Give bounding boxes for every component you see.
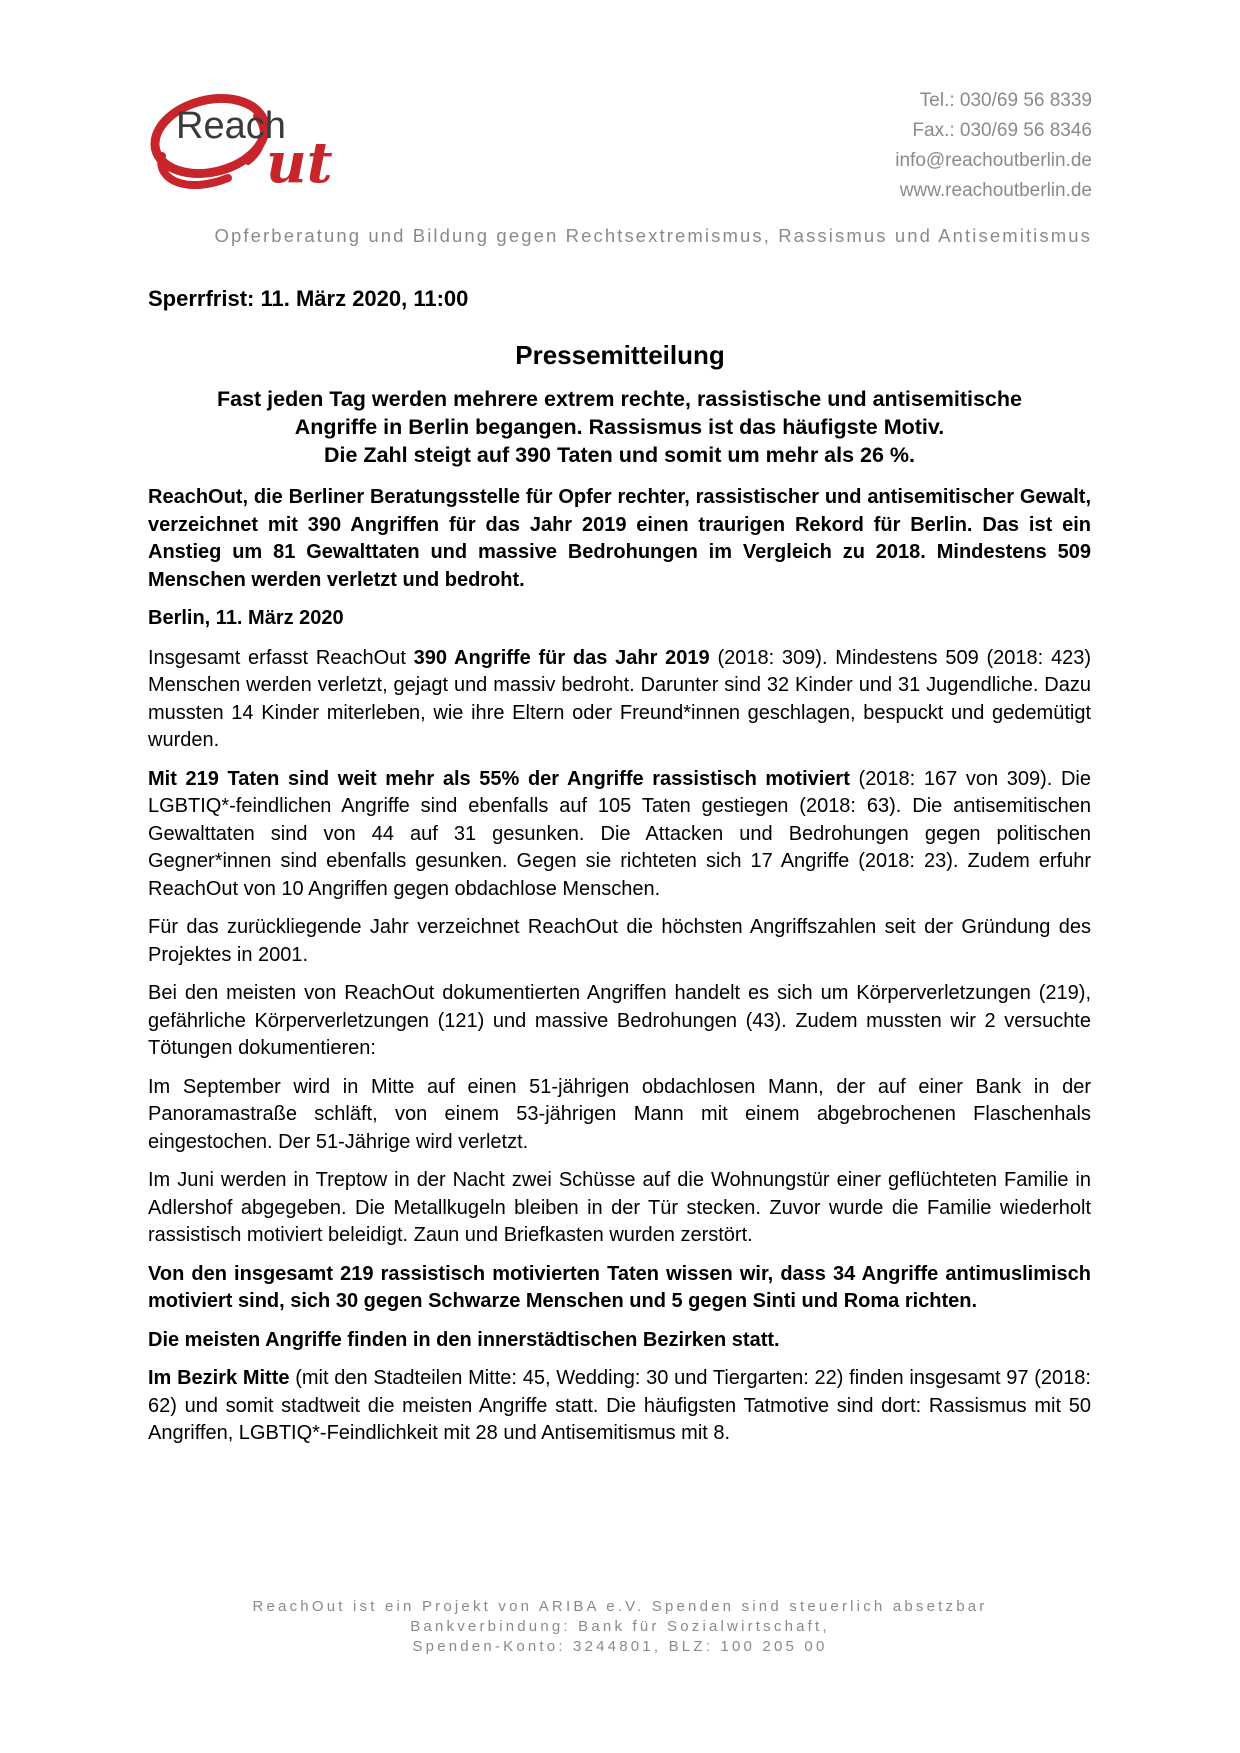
paragraph: Im Juni werden in Treptow in der Nacht zwei Schüsse auf die Wohnungstür einer geflüchteten Familie in Adlershof abgegeben. Die Metallkugeln bleiben in der Tür stecken. Zuvor wurde die Familie wiederholt rassistisch motiviert beleidigt. Zaun und Briefkasten wurden zerstört. bbox=[148, 1169, 1091, 1246]
footer-line: Spenden-Konto: 3244801, BLZ: 100 205 00 bbox=[412, 1638, 828, 1655]
phone-number: Tel.: 030/69 56 8339 bbox=[919, 90, 1092, 111]
organization-tagline: Opferberatung und Bildung gegen Rechtsextremismus, Rassismus und Antisemitismus bbox=[214, 225, 1092, 246]
paragraph: Insgesamt erfasst ReachOut 390 Angriffe für das Jahr 2019 (2018: 309). Mindestens 509 (2018: 423) Menschen werden verletzt, gejagt und massiv bedroht. Darunter sind 32 Kinder und 31 Jugendliche. Dazu mussten 14 Kinder miterleben, wie ihre Eltern oder Freund*innen geschlagen, bespuckt und gedemütigt wurden. bbox=[148, 646, 1091, 751]
dateline: Berlin, 11. März 2020 bbox=[148, 607, 344, 629]
logo-out-text: ut bbox=[266, 130, 333, 196]
paragraph: Im September wird in Mitte auf einen 51-jährigen obdachlosen Mann, der auf einer Bank in der Panoramastraße schläft, von einem 53-jährigen Mann mit einem abgebrochenen Flaschenhals eingestochen. Der 51-Jährige wird verletzt. bbox=[148, 1075, 1091, 1153]
footer-line: ReachOut ist ein Projekt von ARIBA e.V. Spenden sind steuerlich absetzbar bbox=[252, 1598, 988, 1615]
website-link[interactable]: www.reachoutberlin.de bbox=[899, 180, 1092, 201]
headline-line: Fast jeden Tag werden mehrere extrem rechte, rassistische und antisemitische bbox=[217, 387, 1022, 411]
embargo-notice: Sperrfrist: 11. März 2020, 11:00 bbox=[148, 286, 469, 311]
logo-reach-text: Reach bbox=[176, 105, 286, 147]
headline-line: Angriffe in Berlin begangen. Rassismus ist das häufigste Motiv. bbox=[294, 415, 945, 439]
section-heading: Die meisten Angriffe finden in den innerstädtischen Bezirken statt. bbox=[148, 1328, 780, 1351]
footer bbox=[0, 1597, 1240, 1657]
contact-block bbox=[895, 86, 1092, 206]
headline bbox=[148, 385, 1091, 469]
document-title: Pressemitteilung bbox=[515, 340, 725, 370]
email-link[interactable]: info@reachoutberlin.de bbox=[895, 150, 1092, 171]
paragraph: Für das zurückliegende Jahr verzeichnet ReachOut die höchsten Angriffszahlen seit der Gründung des Projektes in 2001. bbox=[148, 916, 1091, 966]
headline-line: Die Zahl steigt auf 390 Taten und somit um mehr als 26 %. bbox=[324, 443, 915, 467]
paragraph: Im Bezirk Mitte (mit den Stadteilen Mitte: 45, Wedding: 30 und Tiergarten: 22) finden insgesamt 97 (2018: 62) und somit stadtweit die meisten Angriffe statt. Die häufigsten Tatmotive sind dort: Rassismus mit 50 Angriffen, LGBTIQ*-Feindlichkeit mit 28 und Antisemitismus mit 8. bbox=[148, 1367, 1091, 1444]
footer-line: Bankverbindung: Bank für Sozialwirtschaft, bbox=[410, 1618, 830, 1635]
paragraph: Mit 219 Taten sind weit mehr als 55% der Angriffe rassistisch motiviert (2018: 167 von 309). Die LGBTIQ*-feindlichen Angriffe sind ebenfalls auf 105 Taten gestiegen (2018: 63). Die antisemitischen Gewalttaten sind von 44 auf 31 gesunken. Die Attacken und Bedrohungen gegen politischen Gegner*innen sind ebenfalls gesunken. Gegen sie richteten sich 17 Angriffe (2018: 23). Zudem erfuhr ReachOut von 10 Angriffen gegen obdachlose Menschen. bbox=[148, 767, 1091, 900]
reachout-logo bbox=[148, 86, 368, 216]
article-body bbox=[148, 484, 1091, 1459]
lead-paragraph: ReachOut, die Berliner Beratungsstelle für Opfer rechter, rassistischer und antisemitischer Gewalt, verzeichnet mit 390 Angriffen für das Jahr 2019 einen traurigen Rekord für Berlin. Das ist ein Anstieg um 81 Gewalttaten und massive Bedrohungen im Vergleich zu 2018. Mindestens 509 Menschen werden verletzt und bedroht. bbox=[148, 486, 1091, 591]
paragraph: Bei den meisten von ReachOut dokumentierten Angriffen handelt es sich um Körperverletzungen (219), gefährliche Körperverletzungen (121) und massive Bedrohungen (43). Zudem mussten wir 2 versuchte Tötungen dokumentieren: bbox=[148, 982, 1091, 1059]
fax-number: Fax.: 030/69 56 8346 bbox=[912, 120, 1092, 141]
paragraph-highlight: Von den insgesamt 219 rassistisch motivierten Taten wissen wir, dass 34 Angriffe antimuslimisch motiviert sind, sich 30 gegen Schwarze Menschen und 5 gegen Sinti und Roma richten. bbox=[148, 1262, 1091, 1312]
